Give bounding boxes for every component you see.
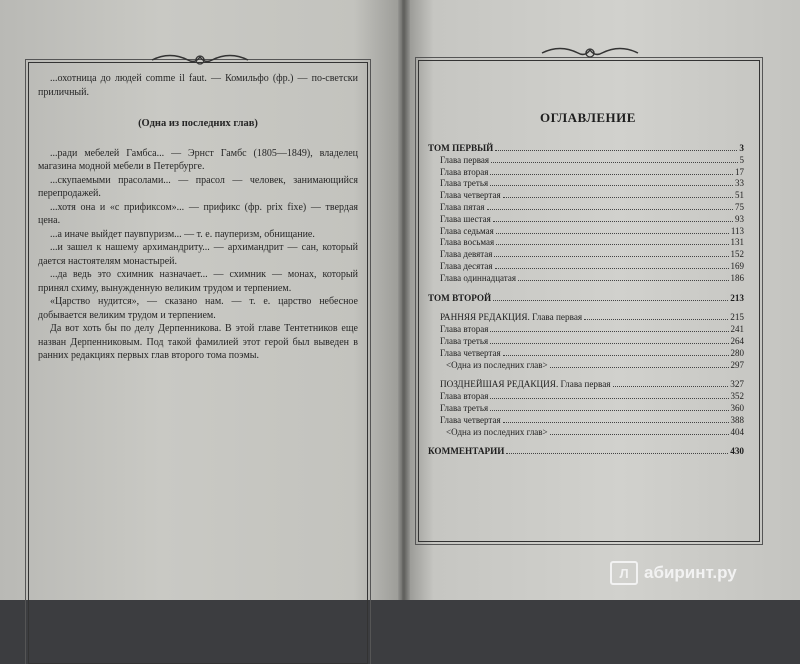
labirint-logo-icon: Л: [610, 561, 638, 585]
toc-entry-page: 297: [730, 359, 744, 370]
toc-entry-page: 430: [730, 446, 744, 457]
commentary-paragraph: ...охотница до людей comme il faut. — Комильфо (фр.) — по-светски приличный.: [38, 73, 358, 98]
toc-entry-title: Глава четвертая: [440, 414, 501, 425]
toc-entry-page: 3: [739, 143, 744, 153]
toc-entry-page: 280: [730, 347, 744, 358]
table-of-contents: [428, 143, 744, 458]
toc-entry[interactable]: [428, 202, 744, 214]
commentary-paragraph: ...а иначе выйдет паувпуризм... — т. е. пауперизм, обнищание.: [50, 228, 315, 240]
toc-entry-page: 169: [730, 260, 744, 271]
toc-entry[interactable]: [428, 214, 744, 226]
toc-entry-page: 5: [739, 154, 744, 165]
commentary-paragraph: ...ради мебелей Гамбса... — Эрнст Гамбс (1805—1849), владелец магазина модной мебели в Петербурге.: [38, 147, 358, 172]
toc-entry-title: Глава первая: [440, 154, 489, 165]
toc-entry-title: Глава восьмая: [440, 237, 495, 248]
toc-entry-title: ПОЗДНЕЙШАЯ РЕДАКЦИЯ. Глава первая: [440, 379, 611, 390]
toc-entry-page: 17: [735, 166, 744, 177]
toc-entry-page: 51: [735, 190, 744, 201]
toc-entry[interactable]: [428, 226, 744, 238]
toc-entry-title: Глава девятая: [440, 249, 493, 260]
toc-entry-page: 388: [730, 414, 744, 425]
toc-entry-page: 352: [730, 391, 744, 402]
toc-entry-page: 131: [730, 237, 744, 248]
toc-entry-page: 213: [730, 292, 744, 303]
toc-entry-title: РАННЯЯ РЕДАКЦИЯ. Глава первая: [440, 312, 583, 323]
toc-entry-title: Глава третья: [440, 402, 489, 413]
commentary-paragraph: ...и зашел к нашему архимандриту... — архимандрит — сан, который дается настоятелям монастырей.: [38, 242, 358, 267]
toc-entry-title: Глава десятая: [440, 260, 493, 271]
toc-entry-title: Глава одиннадцатая: [440, 272, 516, 283]
toc-entry-page: 241: [730, 324, 744, 335]
toc-entry[interactable]: [428, 403, 744, 415]
toc-entry-page: 360: [730, 402, 744, 413]
toc-entry-page: 215: [730, 312, 744, 323]
toc-entry[interactable]: [428, 391, 744, 403]
toc-entry[interactable]: [428, 348, 744, 360]
toc-entry-page: 152: [730, 249, 744, 260]
toc-entry-comments[interactable]: [428, 446, 744, 458]
toc-entry-title: ТОМ ВТОРОЙ: [428, 292, 492, 303]
commentary-paragraph: ...скупаемыми прасолами... — прасол — человек, занимающийся перепродажей.: [38, 174, 358, 199]
toc-entry-page: 33: [735, 178, 744, 189]
toc-entry[interactable]: [428, 167, 744, 179]
commentary-text: [38, 72, 358, 363]
toc-entry-title: Глава вторая: [440, 324, 489, 335]
toc-entry-page: 113: [730, 225, 744, 236]
toc-entry-title: <Одна из последних глав>: [446, 359, 548, 370]
watermark: [610, 560, 790, 586]
toc-entry-title: <Одна из последних глав>: [446, 426, 548, 437]
toc-entry-title: Глава седьмая: [440, 225, 494, 236]
toc-entry-vol2[interactable]: [428, 293, 744, 305]
toc-entry-page: 75: [735, 201, 744, 212]
toc-entry[interactable]: [428, 178, 744, 190]
toc-entry-page: 264: [730, 335, 744, 346]
toc-entry-title: Глава вторая: [440, 166, 489, 177]
toc-entry[interactable]: [428, 237, 744, 249]
toc-entry[interactable]: [428, 360, 744, 372]
toc-entry-page: 404: [730, 426, 744, 437]
toc-entry-page: 327: [730, 379, 744, 390]
toc-entry[interactable]: [428, 273, 744, 285]
toc-entry-title: Глава третья: [440, 178, 489, 189]
commentary-paragraph: ...хотя она и «с прификсом»... — прификс (фр. prix fixe) — твердая цена.: [38, 201, 358, 226]
toc-entry-page: 93: [735, 213, 744, 224]
commentary-paragraph: Да вот хоть бы по делу Дерпенникова. В этой главе Тентетников еще назван Дерпенниковым. Под такой фамилией этот герой был выведен в ранних редакциях первых глав второго тома поэмы.: [38, 323, 358, 361]
watermark-text: абиринт.ру: [644, 563, 737, 582]
book-spine: [398, 0, 410, 600]
commentary-paragraph: ...да ведь это схимник назначает... — схимник — монах, который принял схиму, вынужденную великим трудом и терпением.: [38, 269, 358, 294]
toc-entry[interactable]: [428, 324, 744, 336]
toc-entry-title: Глава четвертая: [440, 347, 501, 358]
toc-entry[interactable]: [428, 336, 744, 348]
toc-entry-page: 186: [730, 272, 744, 283]
toc-entry[interactable]: [428, 415, 744, 427]
toc-entry-title: Глава вторая: [440, 391, 489, 402]
toc-entry-title: Глава четвертая: [440, 190, 501, 201]
toc-entry[interactable]: [428, 427, 744, 439]
toc-title: ОГЛАВЛЕНИЕ: [540, 110, 636, 125]
toc-entry-title: КОММЕНТАРИИ: [428, 446, 505, 457]
toc-entry-title: Глава шестая: [440, 213, 491, 224]
toc-entry[interactable]: [428, 190, 744, 202]
toc-entry-vol1[interactable]: [428, 143, 744, 155]
toc-entry[interactable]: [428, 249, 744, 261]
toc-entry-title: ТОМ ПЕРВЫЙ: [428, 143, 494, 153]
toc-entry-title: Глава третья: [440, 335, 489, 346]
commentary-paragraph: «Царство нудится», — сказано нам. — т. е. царство небесное добывается великим трудом и терпением.: [38, 296, 358, 321]
left-ornament-icon: [150, 49, 250, 71]
toc-entry[interactable]: [428, 261, 744, 273]
toc-entry-early-edition[interactable]: [428, 312, 744, 324]
chapter-heading: (Одна из последних глав): [138, 118, 258, 129]
right-ornament-icon: [540, 42, 640, 64]
toc-entry-title: Глава пятая: [440, 201, 485, 212]
toc-entry-late-edition[interactable]: [428, 379, 744, 391]
toc-entry[interactable]: [428, 155, 744, 167]
